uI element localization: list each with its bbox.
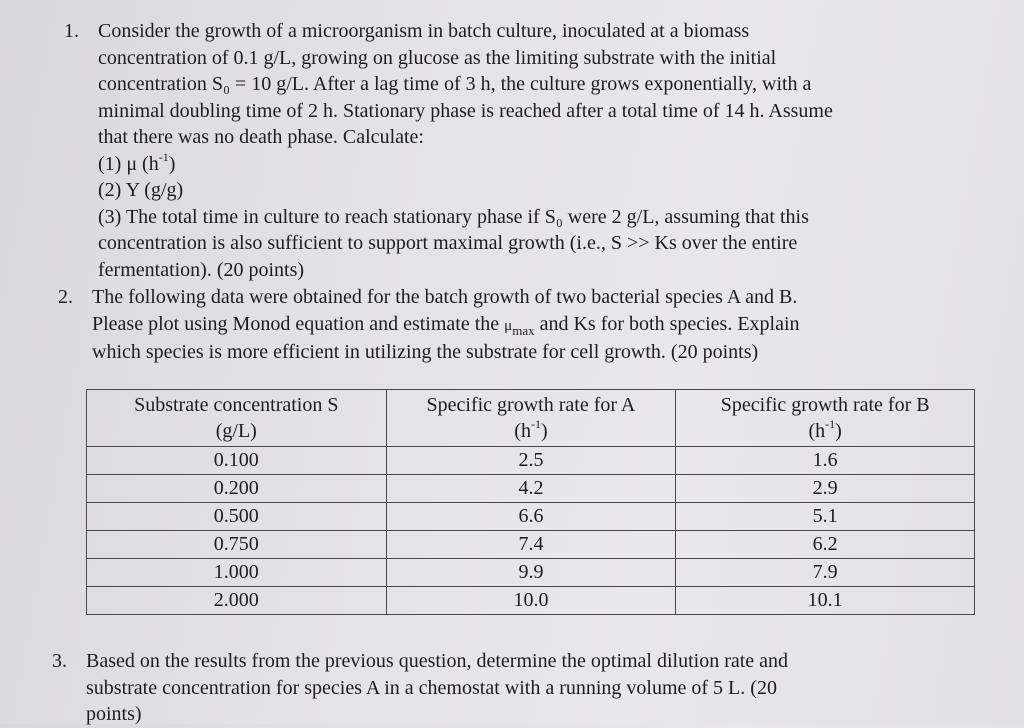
cell-rate-b: 6.2 (676, 531, 975, 559)
mu-symbol: μ (504, 317, 513, 334)
header-substrate (87, 390, 387, 447)
question-1-part-2: (2) Y (g/g) (98, 179, 184, 201)
question-2-line: which species is more efficient in utilizing the substrate for cell growth. (20 points) (92, 341, 759, 363)
table-header-row (87, 390, 975, 447)
unit-close: ) (835, 420, 842, 442)
question-2-body (58, 284, 998, 366)
question-1-number: 1. (64, 20, 79, 42)
question-3-line: points) (86, 703, 142, 725)
cell-rate-b: 5.1 (676, 503, 975, 531)
cell-rate-a: 9.9 (386, 559, 676, 587)
cell-rate-a: 6.6 (386, 503, 676, 531)
cell-rate-a: 7.4 (386, 531, 676, 559)
part-1-sup: -1 (158, 149, 169, 164)
cell-substrate: 0.200 (87, 475, 387, 503)
question-1-part-1 (98, 151, 994, 178)
question-3-line: substrate concentration for species A in a chemostat with a running volume of 5 L. (20 (86, 676, 777, 699)
cell-substrate: 0.500 (87, 503, 387, 531)
cell-rate-b: 2.9 (676, 475, 975, 503)
cell-rate-b: 10.1 (676, 587, 975, 615)
header-species-b (676, 390, 975, 447)
question-1-part-3-line: (3) The total time in culture to reach stationary phase if S₀ were 2 g/L, assuming that this (98, 205, 809, 228)
table-row (87, 587, 975, 615)
unit-close: ) (540, 420, 548, 442)
part-1-text: (1) μ (h (98, 152, 159, 175)
cell-substrate: 2.000 (87, 587, 387, 615)
question-1-part-3-line: fermentation). (20 points) (98, 258, 305, 281)
question-2-line-text: and Ks for both species. Explain (534, 312, 800, 335)
header-text: Specific growth rate for B (720, 394, 930, 416)
header-unit (387, 418, 676, 444)
question-1-line: Consider the growth of a microorganism in batch culture, inoculated at a biomass (98, 20, 750, 42)
mu-max-subscript: max (512, 322, 535, 338)
question-1-body (64, 18, 994, 283)
question-2-number: 2. (58, 286, 73, 308)
table-row (87, 447, 975, 475)
table-row (87, 475, 975, 503)
cell-rate-b: 7.9 (676, 559, 975, 587)
header-unit (676, 418, 974, 444)
table-row (87, 559, 975, 587)
unit-sup: -1 (825, 417, 836, 432)
unit-text: (h (514, 420, 531, 442)
cell-rate-a: 2.5 (386, 447, 676, 475)
question-2-line-text: Please plot using Monod equation and estimate the (92, 312, 505, 335)
header-text: Substrate concentration S (134, 394, 339, 416)
question-3-line: Based on the results from the previous question, determine the optimal dilution rate and (86, 650, 789, 672)
question-1-line: minimal doubling time of 2 h. Stationary phase is reached after a total time of 14 h. Assume (98, 99, 833, 122)
question-1-line: concentration S₀ = 10 g/L. After a lag time of 3 h, the culture grows exponentially, with a (98, 73, 812, 95)
question-2-line (92, 311, 998, 340)
header-species-a (386, 390, 676, 447)
growth-data-table (86, 389, 975, 615)
question-1-line: concentration of 0.1 g/L, growing on glucose as the limiting substrate with the initial (98, 46, 777, 69)
question-3-body (52, 648, 992, 728)
table-row (87, 531, 975, 559)
unit-text: (h (808, 420, 826, 442)
cell-rate-b: 1.6 (676, 447, 975, 475)
question-3-number: 3. (52, 650, 67, 672)
part-1-suffix: ) (168, 152, 176, 175)
question-1-line: that there was no death phase. Calculate: (98, 126, 424, 148)
cell-substrate: 0.750 (87, 531, 387, 559)
question-3 (52, 648, 992, 728)
cell-rate-a: 10.0 (386, 587, 676, 615)
question-1 (64, 18, 994, 283)
cell-substrate: 0.100 (87, 447, 387, 475)
cell-substrate: 1.000 (87, 559, 387, 587)
question-2-line: The following data were obtained for the batch growth of two bacterial species A and B. (92, 286, 798, 308)
table-row (87, 503, 975, 531)
question-1-part-3-line: concentration is also sufficient to support maximal growth (i.e., S >> Ks over the entire (98, 232, 798, 254)
question-2 (58, 284, 998, 366)
unit-sup: -1 (530, 417, 541, 432)
header-text: Specific growth rate for A (426, 394, 636, 416)
header-unit: (g/L) (215, 420, 257, 442)
cell-rate-a: 4.2 (386, 475, 676, 503)
